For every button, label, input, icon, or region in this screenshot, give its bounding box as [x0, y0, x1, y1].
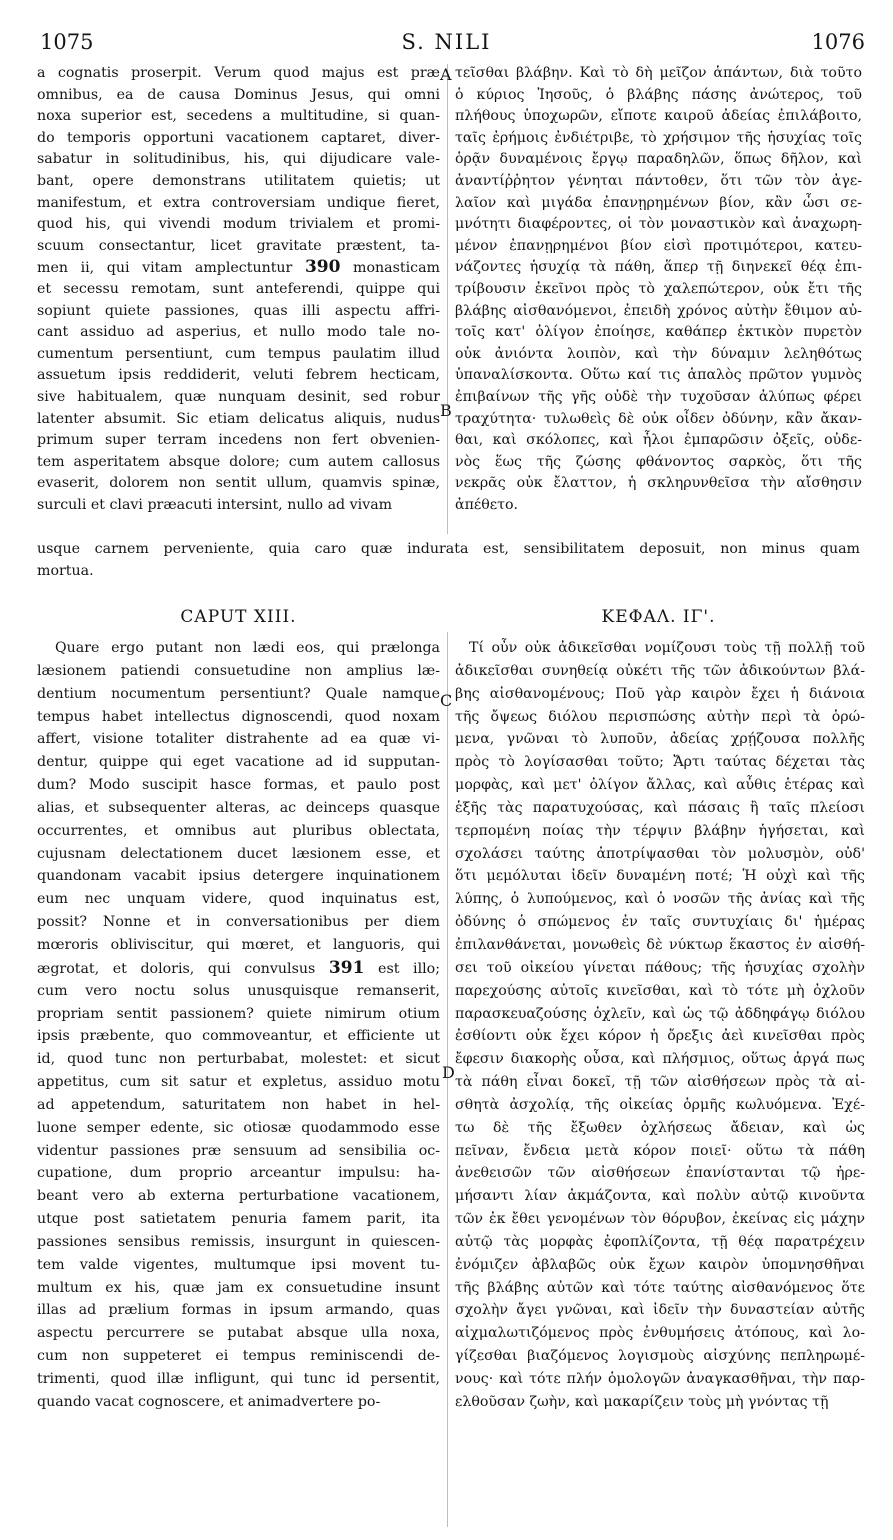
- text-line: dentium nocumentum persentiunt? Quale namque: [37, 685, 440, 702]
- text-line: γίζεσθαι βιαζόμενος λογισμοὺς αἰσχύνης πεπληρωμέ-: [455, 1348, 865, 1365]
- text-line: πλήθους ὑποχωρῶν, εἴποτε καιροῦ ἀδείας ἐπιλάβοιτο,: [455, 108, 862, 125]
- text-line: scuum consectantur, licet gravitate præstent, ta-: [37, 237, 440, 254]
- text-line: ὀδύνης ὁ σπώμενος ἐν ταῖς συντυχίαις δι' ἡμέρας: [455, 914, 865, 931]
- text-line: tem valde vigentes, multumque ipsi movent tu-: [37, 1256, 440, 1273]
- text-line: ταῖς ἐρήμοις ἐνδιέτριβε, τὸ χρήσιμον τῆς ἡσυχίας τοῖς: [455, 129, 862, 146]
- full-width-text: [37, 539, 860, 582]
- text-line: occurrentes, et omnibus aut pluribus oblectata,: [37, 822, 440, 839]
- text-line: αὐτῷ τὰς μορφὰς ἐφοπλίζοντα, τῇ θέᾳ παρατρέχειν: [455, 1233, 865, 1250]
- text-line: beant vero ab externa perturbatione vacationem,: [37, 1188, 440, 1205]
- text-line: læsionem patiendi consuetudine non amplius læ-: [37, 662, 440, 679]
- text-line: τραχύτητα· τυλωθεὶς δὲ οὐκ οἶδεν ὀδύνην, κἂν ἄκαν-: [455, 410, 862, 427]
- text-line: eum nec unquam videre, quod inquinatus est,: [37, 891, 440, 908]
- text-line: a cognatis proserpit. Verum quod majus est præ: [37, 65, 440, 81]
- text-line: σχολάσει ταύτης ἀποτρίψασθαι τὸν μολυσμὸν, οὐδ': [455, 845, 865, 862]
- text-line: tem asperitatem absque dolore; cum autem callosus: [37, 453, 440, 470]
- greek-chapter-heading: ΚΕΦΑΛ. ΙΓ'.: [601, 607, 716, 627]
- text-line: Quare ergo putant non lædi eos, qui prælonga: [55, 640, 440, 656]
- text-line: ἑξῆς τὰς παρατυχούσας, καὶ πάσαις ἢ ταῖς πλείοσι: [455, 799, 865, 816]
- text-line: usque carnem perveniente, quia caro quæ indurata est, sensibilitatem deposuit, non minus quam: [37, 541, 860, 557]
- text-line: μνότητι διαφέροντες, οἱ τὸν μοναστικὸν καὶ ἀναχωρη-: [455, 216, 862, 233]
- text-line: τεῖσθαι βλάβην. Καὶ τὸ δὴ μεῖζον ἁπάντων, διὰ τοῦτο: [455, 65, 862, 81]
- margin-letter-b: B: [440, 401, 452, 420]
- text-line: νους· καὶ τότε πλήν ὁμολογῶν ἀναγκασθῆναι, τὴν παρ-: [455, 1371, 865, 1387]
- latin-column-top: [37, 63, 440, 516]
- column-number-marker: 391: [328, 957, 365, 978]
- text-line: ἀναντίῤῥητον γένηται πάντοθεν, ὅτι τῶν τὸν ἀγε-: [455, 172, 862, 189]
- text-line: cumentum persentiunt, cum tempus paulatim illud: [37, 345, 440, 362]
- text-line: ελθοῦσαν ζωὴν, καὶ μακαρίζειν τοὺς μὴ γνόντας τῇ: [455, 1393, 829, 1410]
- text-line: affert, visione totaliter distrahente ad ea quæ vi-: [37, 731, 440, 748]
- text-line: πεῖναν, ἔνδεια μετὰ κόρον ποιεῖ· οὕτω τὰ πάθη: [455, 1142, 865, 1159]
- text-line: quandonam vacabit ipsius detergere inquinationem: [37, 868, 440, 885]
- text-line: τῆς ὄψεως διόλου περισπώσης αὐτὴν περὶ τὰ ὁρώ-: [455, 708, 865, 725]
- text-line: θαι, καὶ σκόλοπες, καὶ ἧλοι ἐμπαρῶσιν ὀξεῖς, οὐδε-: [455, 432, 862, 449]
- text-line: trimenti, quod illæ infligunt, qui tunc id persentit,: [37, 1371, 440, 1387]
- text-line: cant assiduo ad asperius, et nullo modo tale no-: [37, 324, 440, 341]
- text-line: primum super terram incedens non fert obvenien-: [37, 432, 440, 449]
- text-line: πρὸς τὸ λογίσασθαι τοῦτο; Ἄρτι ταύτας δέχεται τὰς: [455, 754, 865, 771]
- text-line: λύπης, ὁ λυπούμενος, καὶ ὁ νοσῶν τῆς ἀνίας καὶ τῆς: [455, 891, 865, 908]
- text-line: οὐκ ἀνιόντα λοιπὸν, καὶ τὴν δύναμιν λεληθότως: [455, 345, 862, 362]
- text-line: βης αἰσθανομένους; Ποῦ γὰρ καιρὸν ἔχει ἡ διάνοια: [455, 685, 865, 702]
- text-line: μορφὰς, καὶ μετ' ὀλίγον ἄλλας, καὶ αὖθις ἑτέρας καὶ: [455, 777, 865, 794]
- text-line: τὰ πάθη εἶναι δοκεῖ, τῇ τῶν αἰσθήσεων πρὸς τὰ αἰ-: [455, 1074, 865, 1091]
- text-line: latenter absumit. Sic etiam delicatus aliquis, nudus: [37, 410, 440, 427]
- text-line: surculi et clavi præacuti intersint, nullo ad vivam: [37, 496, 393, 513]
- text-line: μενα, γνῶναι τὸ λυποῦν, ἀδείας χρῄζουσα πολλῆς: [455, 731, 865, 748]
- text-line: ἐσθίοντι οὐκ ἔχει κόρον ἡ ὄρεξις ἀεὶ κινεῖσθαι πρὸς: [455, 1028, 865, 1045]
- text-line: et secessu remotam, sunt anteferendi, quippe qui: [37, 280, 440, 297]
- text-line: sive habitualem, quæ nunquam desinit, sed robur: [37, 388, 440, 405]
- text-line: aspectu percurrere se putabat absque ulla noxa,: [37, 1325, 440, 1342]
- text-line: ἐπιλανθάνεται, μονωθεὶς δὲ νύκτωρ ἕκαστος ἐν αἰσθή-: [455, 936, 865, 953]
- text-line: ἀνεθεισῶν τῶν αἰσθήσεων ἐπανίστανται τῷ ἠρε-: [455, 1165, 865, 1182]
- text-line: ἐπιβαίνων τῆς γῆς οὐδὲ τὴν τυχοῦσαν ἀλύπως φέρει: [455, 388, 862, 405]
- text-line: ἔφεσιν διακορὴς οὖσα, καὶ πλήσμιος, οὕτως ἀργά πως: [455, 1051, 865, 1068]
- text-line: τω δὲ τῆς ἔξωθεν ὀχλήσεως ἄδειαν, καὶ ὡς: [455, 1119, 865, 1136]
- text-line: βλάβης αἰσθανόμενοι, ἐπειδὴ χρόνος αὐτὴν ἔθιμον αὐ-: [455, 302, 862, 319]
- text-line: alias, et subsequenter alteras, ac deinceps quasque: [37, 799, 440, 816]
- text-line: νάζοντες ἡσυχίᾳ τὰ πάθη, ἅπερ τῇ διηνεκεῖ θέᾳ ἐπι-: [455, 259, 862, 276]
- text-line: Τί οὖν οὐκ ἀδικεῖσθαι νομίζουσι τοὺς τῇ πολλῇ τοῦ: [469, 640, 865, 656]
- text-line: mortua.: [37, 562, 94, 579]
- text-line: ægrotat, et doloris, qui convulsus 391 est illo;: [37, 957, 440, 978]
- text-line: luone semper edente, sic otiosæ quodammodo esse: [37, 1119, 440, 1136]
- text-line: λαῖον καὶ μιγάδα ἐπανῃρημένων βίον, κἂν ὦσι σε-: [455, 194, 862, 211]
- text-line: noxa superior est, secedens a multitudine, si quan-: [37, 108, 440, 125]
- margin-letter-d: D: [442, 1063, 455, 1082]
- greek-column-body: [455, 637, 865, 1414]
- text-line: ἀπέθετο.: [455, 496, 519, 513]
- text-line: ipsis præbente, quo commoveantur, et efficiente ut: [37, 1028, 440, 1045]
- text-line: τῆς βλάβης αὐτῶν καὶ τότε ταύτης αἰσθανόμενος ὅτε: [455, 1279, 865, 1296]
- text-line: ὁρᾷν δυναμένοις ἔργῳ παραδηλῶν, ὅπως δῆλον, καὶ: [455, 151, 862, 168]
- text-line: τοῖς κατ' ὀλίγον ἐποίησε, καθάπερ ἑκτικὸν πυρετὸν: [455, 324, 862, 341]
- text-line: utque post satietatem penuria famem parit, ita: [37, 1211, 440, 1228]
- text-line: μήσαντι λίαν ἀκμάζοντα, καὶ πολὺν αὐτῷ κινοῦντα: [455, 1188, 865, 1205]
- text-line: sopiunt quiete passiones, quas illi aspectu affri-: [37, 302, 440, 319]
- text-line: sabatur in solitudinibus, his, qui dijudicare vale-: [37, 151, 440, 168]
- text-line: cujusnam delectationem ducet læsionem esse, et: [37, 845, 440, 862]
- text-line: propriam sentit passionem? quiete nimirum otium: [37, 1005, 440, 1022]
- text-line: possit? Nonne et in conversationibus per diem: [37, 914, 440, 931]
- latin-chapter-heading: CAPUT XIII.: [180, 607, 297, 627]
- text-line: cum vero noctu solus unusquisque remanserit,: [37, 982, 440, 999]
- running-title: S. NILI: [401, 30, 492, 54]
- margin-letter-c: C: [440, 691, 453, 710]
- text-line: passiones sensibus remissis, insurgunt in quiescen-: [37, 1233, 440, 1250]
- text-line: τερπομένη ποίας τὴν τέρψιν βλάβην ἡγήσεται, καὶ: [455, 822, 865, 839]
- text-line: cupatione, dum proprio arceantur impulsu: ha-: [37, 1165, 440, 1182]
- page-header: [0, 0, 893, 60]
- text-line: cum non suppeteret ei tempus reminiscendi de-: [37, 1348, 440, 1365]
- text-line: ad appetendum, saturitatem non habet in hel-: [37, 1096, 440, 1113]
- text-line: παρεχούσης αὐτοῖς κινεῖσθαι, καὶ τὸ τότε μὴ ὀχλοῦν: [455, 982, 865, 999]
- text-line: νεκρᾶς οὐκ ἔλαττον, ἡ σκληρυνθεῖσα τὴν αἴσθησιν: [455, 475, 862, 492]
- column-divider-top: [447, 64, 448, 534]
- text-line: σει τοῦ οἰκείου γίνεται πάθους; τῆς ἡσυχίας σχολὴν: [455, 959, 865, 976]
- text-line: do temporis opportuni vacationem captaret, diver-: [37, 129, 440, 146]
- text-line: τῶν ἐκ ἔθει γενομένων τὸν θόρυβον, ἐκείνας εἰς μάχην: [455, 1211, 865, 1228]
- text-line: quando vacat cognoscere, et animadvertere po-: [37, 1393, 381, 1410]
- text-line: quod his, qui vivendi modum trivialem et promi-: [37, 216, 440, 233]
- text-line: men ii, qui vitam amplectuntur 390 monasticam: [37, 257, 440, 278]
- text-line: assuetum ipsis reddiderit, veluti febrem hecticam,: [37, 367, 440, 384]
- text-line: dum? Modo suscipit hasce formas, et paulo post: [37, 777, 440, 794]
- text-line: ὑπαναλίσκοντα. Οὕτω καί τις ἁπαλὸς πρῶτον γυμνὸς: [455, 367, 862, 384]
- text-line: παρασκευαζούσης ὀχλεῖν, καὶ ὡς τῷ ἀδδηφάγῳ διόλου: [455, 1005, 865, 1022]
- text-line: τρίβουσιν ἐκεῖνοι πρὸς τὸ χαλεπώτερον, οὐκ ἔτι τῆς: [455, 280, 862, 297]
- page-number-right: 1076: [811, 30, 865, 54]
- text-line: νὸς ἕως τῆς ζώσης φθάνοντος σαρκὸς, ὅτι τῆς: [455, 453, 862, 470]
- text-line: multum ex his, quæ jam ex consuetudine insunt: [37, 1279, 440, 1296]
- text-line: ἐνόμιζεν ἀβλαβῶς οὐκ ἔχων καιρὸν ὑπομνησθῆναι: [455, 1256, 865, 1273]
- text-line: ὅτι μεμόλυται ἰδεῖν δυναμένη ποτέ; Ἡ οὐχὶ καὶ τῆς: [455, 868, 865, 885]
- latin-column-body: [37, 637, 440, 1414]
- text-line: omnibus, ea de causa Dominus Jesus, qui omni: [37, 86, 440, 103]
- text-line: id, quod tunc non perturbabat, molestet: et sicut: [37, 1051, 440, 1068]
- text-line: ἀδικεῖσθαι συνηθείᾳ οὐκέτι τῆς τῶν ἀδικούντων βλά-: [455, 662, 865, 679]
- page-number-left: 1075: [40, 30, 94, 54]
- column-number-marker: 390: [304, 257, 341, 278]
- text-line: μένον ἐπανῃρημένοι βίον εἰσὶ προτιμότεροι, κατευ-: [455, 237, 862, 254]
- text-line: illas ad prælium formas in ipsum armando, quas: [37, 1302, 440, 1319]
- text-line: αἰχμαλωτιζόμενος πρὸς ἐνθυμήσεις ἀτόπους, καὶ λο-: [455, 1325, 865, 1342]
- text-line: ὁ κύριος Ἰησοῦς, ὁ βλάβης πάσης ἀνώτερος, τοῦ: [455, 86, 862, 103]
- greek-column-top: [455, 63, 862, 516]
- text-line: evaserit, dolorem non sentit ullum, quamvis spinæ,: [37, 475, 440, 492]
- text-line: σθητὰ ἀσχολίᾳ, τῆς οἰκείας ὁρμῆς κωλυόμενα. Ἐχέ-: [455, 1096, 865, 1113]
- text-line: mœroris obliviscitur, qui mœret, et languoris, qui: [37, 936, 440, 953]
- text-line: manifestum, et extra controversiam undique fieret,: [37, 194, 440, 211]
- text-line: tempus habet intellectus dignoscendi, quod noxam: [37, 708, 440, 725]
- text-line: appetitus, cum sit satur et expletus, assiduo motu: [37, 1074, 440, 1091]
- margin-letter-a: A: [440, 65, 452, 84]
- text-line: videntur passiones præ sensuum ad sensibilia oc-: [37, 1142, 440, 1159]
- text-line: bant, opere demonstrans utilitatem quietis; ut: [37, 172, 440, 189]
- text-line: σχολὴν ἄγει γνῶναι, καὶ ἰδεῖν τὴν δυναστείαν αὐτῆς: [455, 1302, 865, 1319]
- text-line: dentur, quippe qui eget vacatione ad id supputan-: [37, 754, 440, 771]
